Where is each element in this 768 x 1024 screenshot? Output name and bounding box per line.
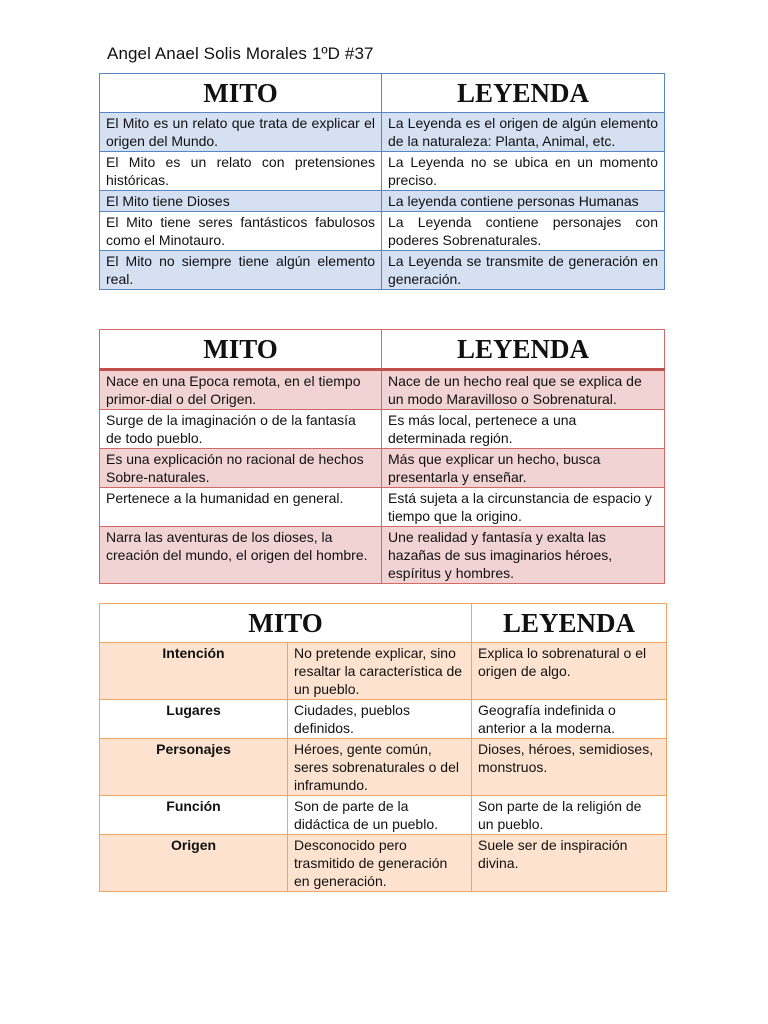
cell-mito: Desconocido pero trasmitido de generación en generación. — [288, 835, 472, 892]
cell-leyenda: Geografía indefinida o anterior a la moderna. — [472, 700, 667, 739]
cell-leyenda: Une realidad y fantasía y exalta las hazañas de sus imaginarios héroes, espíritus y hombres. — [382, 527, 665, 584]
cell-mito: El Mito es un relato que trata de explicar el origen del Mundo. — [100, 113, 382, 152]
table-row — [100, 152, 665, 191]
header-leyenda: LEYENDA — [382, 330, 665, 370]
cell-mito: El Mito no siempre tiene algún elemento real. — [100, 251, 382, 290]
table-row — [100, 449, 665, 488]
row-label: Origen — [100, 835, 288, 892]
row-label: Lugares — [100, 700, 288, 739]
table-row — [100, 251, 665, 290]
cell-mito: Surge de la imaginación o de la fantasía de todo pueblo. — [100, 410, 382, 449]
cell-mito: Ciudades, pueblos definidos. — [288, 700, 472, 739]
cell-leyenda: La Leyenda es el origen de algún elemento de la naturaleza: Planta, Animal, etc. — [382, 113, 665, 152]
cell-mito: El Mito es un relato con pretensiones históricas. — [100, 152, 382, 191]
cell-mito: Es una explicación no racional de hechos Sobre-naturales. — [100, 449, 382, 488]
row-label: Función — [100, 796, 288, 835]
header-leyenda: LEYENDA — [382, 74, 665, 113]
table-row — [100, 191, 665, 212]
cell-leyenda: Más que explicar un hecho, busca presentarla y enseñar. — [382, 449, 665, 488]
table-row — [100, 527, 665, 584]
header-leyenda: LEYENDA — [472, 604, 667, 643]
cell-leyenda: La Leyenda se transmite de generación en generación. — [382, 251, 665, 290]
cell-mito: Narra las aventuras de los dioses, la creación del mundo, el origen del hombre. — [100, 527, 382, 584]
cell-leyenda: Suele ser de inspiración divina. — [472, 835, 667, 892]
table-mito-leyenda-comparison — [99, 603, 667, 892]
cell-leyenda: Dioses, héroes, semidioses, monstruos. — [472, 739, 667, 796]
table-row — [100, 113, 665, 152]
cell-mito: No pretende explicar, sino resaltar la característica de un pueblo. — [288, 643, 472, 700]
cell-leyenda: Explica lo sobrenatural o el origen de algo. — [472, 643, 667, 700]
header-mito: MITO — [100, 330, 382, 370]
cell-mito: Son de parte de la didáctica de un pueblo. — [288, 796, 472, 835]
cell-mito: Pertenece a la humanidad en general. — [100, 488, 382, 527]
cell-mito: Nace en una Epoca remota, en el tiempo primor-dial o del Origen. — [100, 370, 382, 410]
table-mito-leyenda-2 — [99, 329, 665, 584]
table-row — [100, 212, 665, 251]
cell-leyenda: Es más local, pertenece a una determinada región. — [382, 410, 665, 449]
table-header-row — [100, 604, 667, 643]
cell-mito: El Mito tiene Dioses — [100, 191, 382, 212]
cell-leyenda: Está sujeta a la circunstancia de espacio y tiempo que la origino. — [382, 488, 665, 527]
cell-mito: Héroes, gente común, seres sobrenaturales o del inframundo. — [288, 739, 472, 796]
cell-leyenda: Son parte de la religión de un pueblo. — [472, 796, 667, 835]
author-line: Angel Anael Solis Morales 1ºD #37 — [107, 44, 374, 63]
table-row — [100, 796, 667, 835]
header-mito: MITO — [100, 604, 472, 643]
table-row — [100, 700, 667, 739]
row-label: Personajes — [100, 739, 288, 796]
header-mito: MITO — [100, 74, 382, 113]
cell-leyenda: La leyenda contiene personas Humanas — [382, 191, 665, 212]
table-header-row — [100, 74, 665, 113]
table-mito-leyenda-1 — [99, 73, 665, 290]
cell-mito: El Mito tiene seres fantásticos fabulosos como el Minotauro. — [100, 212, 382, 251]
cell-leyenda: La Leyenda contiene personajes con poderes Sobrenaturales. — [382, 212, 665, 251]
table-row — [100, 739, 667, 796]
cell-leyenda: La Leyenda no se ubica en un momento preciso. — [382, 152, 665, 191]
table-row — [100, 370, 665, 410]
row-label: Intención — [100, 643, 288, 700]
table-header-row — [100, 330, 665, 370]
cell-leyenda: Nace de un hecho real que se explica de un modo Maravilloso o Sobrenatural. — [382, 370, 665, 410]
table-row — [100, 835, 667, 892]
table-row — [100, 410, 665, 449]
table-row — [100, 643, 667, 700]
table-row — [100, 488, 665, 527]
